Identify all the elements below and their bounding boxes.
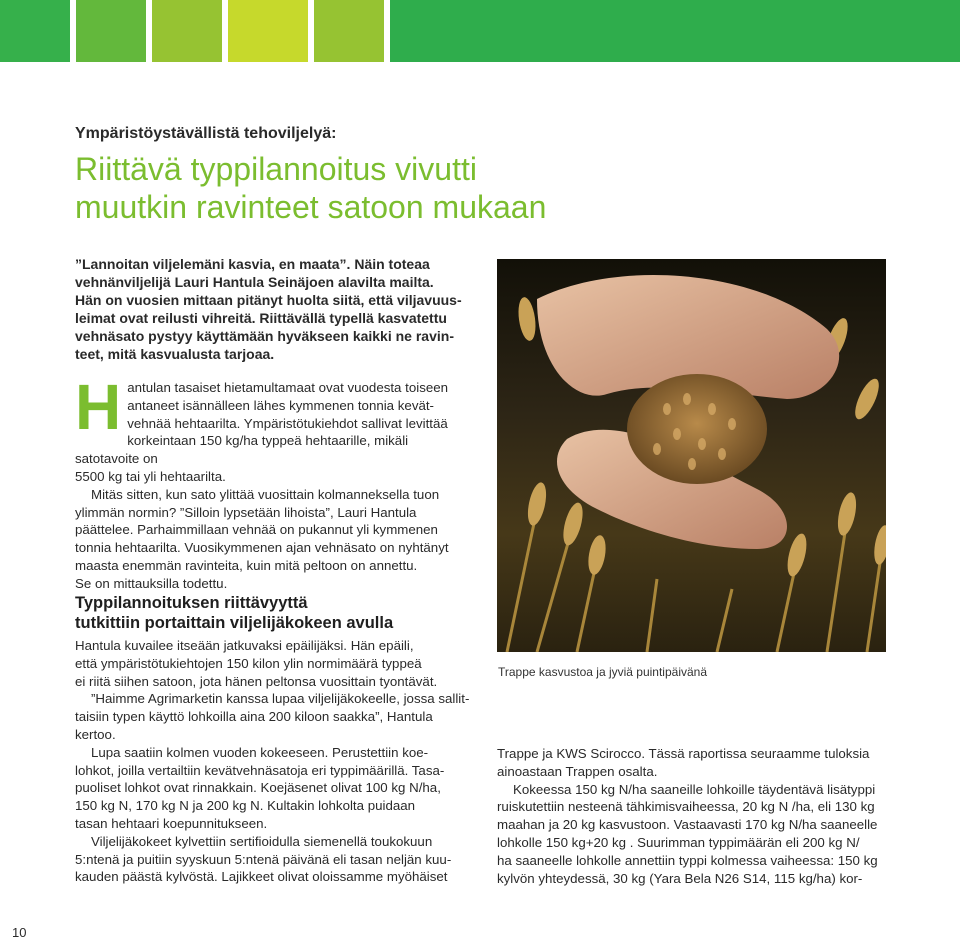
- body-line: ”Haimme Agrimarketin kanssa lupaa viljelijäkokeelle, jossa sallit-: [91, 691, 470, 707]
- article-section-3: [497, 745, 889, 887]
- header-stripe: [228, 0, 308, 62]
- body-line: lohkolle 150 kg+20 kg . Suurimman typpimäärän eli 200 kg N/: [497, 834, 860, 850]
- article-section-2: [75, 637, 470, 886]
- body-line: kauden päästä kylvöstä. Lajikkeet olivat oloissamme myöhäiset: [75, 869, 448, 885]
- article-section-1: [75, 371, 470, 593]
- wheat-hands-illustration: [497, 259, 886, 652]
- body-line: kertoo.: [75, 726, 116, 742]
- body-line: päättelee. Parhaimmillaan vehnää on pukannut yli kymmenen: [75, 522, 438, 538]
- body-line: puoliset lohkot ovat rinnakkain. Koejäsenet olivat 100 kg N/ha,: [75, 780, 441, 796]
- body-line: vehnää hehtaarilta. Ympäristötukiehdot sallivat levittää: [127, 415, 448, 431]
- body-line: ainoastaan Trappen osalta.: [497, 763, 658, 779]
- body-line: ylimmän normin? ”Silloin lypsetään lihoista”, Lauri Hantula: [75, 504, 417, 520]
- lead-line: leimat ovat reilusti vihreitä. Riittävällä typellä kasvatettu: [75, 310, 447, 326]
- article-kicker: Ympäristöystävällistä tehoviljelyä:: [75, 125, 337, 142]
- article-lead: [75, 255, 470, 363]
- body-line: Hantula kuvailee itseään jatkuvaksi epäilijäksi. Hän epäili,: [75, 638, 414, 653]
- stripe-gap: [146, 0, 152, 62]
- body-line: maasta enemmän ravinteita, kuin mitä peltoon on annettu.: [75, 557, 418, 573]
- body-line: 150 kg N, 170 kg N ja 200 kg N. Kultakin lohkolta puidaan: [75, 798, 416, 814]
- body-line: Trappe ja KWS Scirocco. Tässä raportissa seuraamme tuloksia: [497, 746, 870, 761]
- body-line: ei riitä siihen satoon, jota hänen peltonsa vuosittain tyontävät.: [75, 673, 438, 689]
- body-line: korkeintaan 150 kg/ha typpeä hehtaarille, mikäli satotavoite on: [75, 433, 409, 467]
- page-number: 10: [12, 925, 27, 940]
- wheat-hands-photo: [497, 259, 886, 652]
- stripe-gap: [222, 0, 228, 62]
- header-stripe: [390, 0, 960, 62]
- body-line: että ympäristötukiehtojen 150 kilon ylin normimäärä typpeä: [75, 655, 422, 671]
- body-line: 5:ntenä ja puitiin syyskuun 5:ntenä päivänä eli tasan neljän kuu-: [75, 851, 452, 867]
- lead-line: vehnäsato pystyy käyttämään hyväkseen kaikki ne ravin-: [75, 328, 454, 344]
- body-line: taisiin typen käyttö lohkoilla aina 200 kiloon saakka”, Hantula: [75, 709, 433, 725]
- drop-cap: H: [75, 371, 122, 443]
- body-line: antaneet isännälleen lähes kymmenen tonnia kevät-: [127, 397, 434, 413]
- stripe-gap: [308, 0, 314, 62]
- body-line: kylvön yhteydessä, 30 kg (Yara Bela N26 S14, 115 kg/ha) kor-: [497, 870, 863, 886]
- body-line: 5500 kg tai yli hehtaarilta.: [75, 468, 226, 484]
- header-stripe: [152, 0, 222, 62]
- stripe-gap: [384, 0, 390, 62]
- headline-line: Riittävä typpilannoitus vivutti: [75, 151, 477, 187]
- body-line: tasan hehtaari koepunnitukseen.: [75, 815, 268, 831]
- body-line: Kokeessa 150 kg N/ha saaneille lohkoille täydentävä lisätyppi: [513, 781, 876, 797]
- body-line: Mitäs sitten, kun sato ylittää vuosittain kolmanneksella tuon: [91, 486, 440, 502]
- subhead-line: tutkittiin portaittain viljelijäkokeen avulla: [75, 614, 394, 632]
- lead-line: ”Lannoitan viljelemäni kasvia, en maata”. Näin toteaa: [75, 256, 430, 272]
- body-line: tonnia hehtaarilta. Vuosikymmenen ajan vehnäsato on nyhtänyt: [75, 540, 449, 556]
- body-line: maahan ja 20 kg kasvustoon. Vastaavasti 170 kg N/ha saaneelle: [497, 817, 878, 833]
- body-line: ha saaneelle lohkolle annettiin typpi kolmessa vaiheessa: 150 kg: [497, 852, 878, 868]
- article-headline: [75, 150, 675, 226]
- body-line: Se on mittauksilla todettu.: [75, 575, 228, 591]
- lead-line: teet, mitä kasvualusta tarjoaa.: [75, 346, 275, 362]
- header-stripe: [0, 0, 70, 62]
- headline-line: muutkin ravinteet satoon mukaan: [75, 189, 547, 225]
- lead-line: vehnänviljelijä Lauri Hantula Seinäjoen alavilta mailta.: [75, 274, 434, 290]
- header-stripe: [76, 0, 146, 62]
- body-line: antulan tasaiset hietamultamaat ovat vuodesta toiseen: [127, 380, 449, 395]
- header-stripe: [314, 0, 384, 62]
- body-line: ruiskutettiin nesteenä tähkimisvaiheessa, 20 kg N /ha, eli 130 kg: [497, 799, 875, 815]
- subhead-line: Typpilannoituksen riittävyyttä: [75, 594, 308, 612]
- header-color-bar: [0, 0, 960, 62]
- body-line: Lupa saatiin kolmen vuoden kokeeseen. Perustettiin koe-: [91, 744, 429, 760]
- body-line: Viljelijäkokeet kylvettiin sertifioidulla siemenellä toukokuun: [91, 833, 433, 849]
- section-subheading: [75, 593, 475, 633]
- body-line: lohkot, joilla vertailtiin kevätvehnäsatoja eri typpimäärillä. Tasa-: [75, 762, 445, 778]
- stripe-gap: [70, 0, 76, 62]
- lead-line: Hän on vuosien mittaan pitänyt huolta siitä, että viljavuus-: [75, 292, 462, 308]
- photo-caption: Trappe kasvustoa ja jyviä puintipäivänä: [498, 665, 708, 679]
